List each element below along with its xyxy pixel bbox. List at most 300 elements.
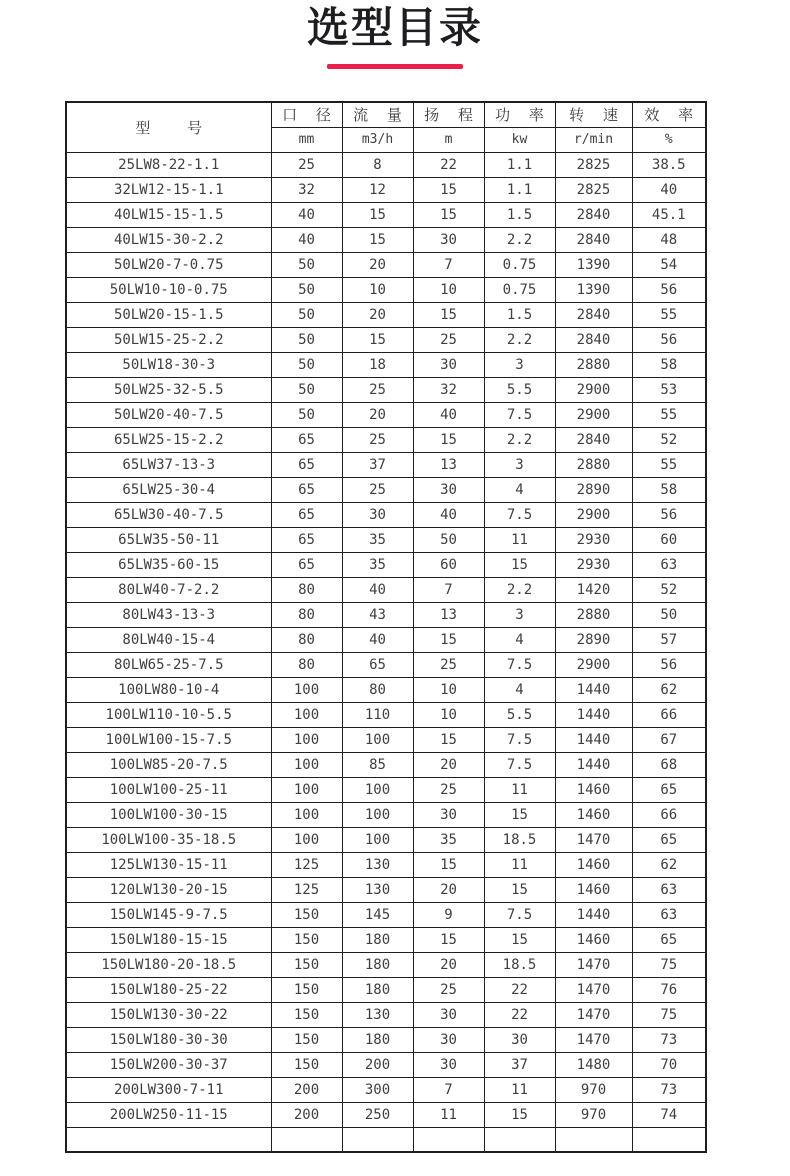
value-cell: 2890 [555, 477, 632, 502]
table-row [66, 202, 706, 227]
value-cell: 85 [342, 752, 413, 777]
value-cell: 100 [271, 702, 342, 727]
value-cell: 20 [342, 252, 413, 277]
value-cell: 63 [632, 552, 706, 577]
value-cell: 37 [484, 1052, 555, 1077]
value-cell: 35 [413, 827, 484, 852]
value-cell: 200 [342, 1052, 413, 1077]
value-cell: 3 [484, 352, 555, 377]
empty-cell [342, 1127, 413, 1152]
value-cell: 35 [342, 527, 413, 552]
value-cell: 50 [271, 302, 342, 327]
empty-cell [632, 1127, 706, 1152]
column-header-head: 扬 程 [413, 102, 484, 127]
table-row [66, 1052, 706, 1077]
value-cell: 80 [271, 577, 342, 602]
value-cell: 11 [484, 852, 555, 877]
table-body [66, 152, 706, 1152]
value-cell: 2880 [555, 352, 632, 377]
value-cell: 150 [271, 977, 342, 1002]
value-cell: 3 [484, 452, 555, 477]
model-cell: 100LW100-30-15 [66, 802, 271, 827]
table-row [66, 227, 706, 252]
table-row [66, 652, 706, 677]
value-cell: 63 [632, 902, 706, 927]
value-cell: 20 [342, 302, 413, 327]
value-cell: 7.5 [484, 502, 555, 527]
value-cell: 11 [484, 1077, 555, 1102]
value-cell: 13 [413, 602, 484, 627]
table-row [66, 252, 706, 277]
model-cell: 65LW35-60-15 [66, 552, 271, 577]
value-cell: 50 [413, 527, 484, 552]
value-cell: 40 [271, 227, 342, 252]
model-cell: 25LW8-22-1.1 [66, 152, 271, 177]
value-cell: 12 [342, 177, 413, 202]
value-cell: 11 [484, 527, 555, 552]
value-cell: 7.5 [484, 652, 555, 677]
value-cell: 40 [413, 502, 484, 527]
value-cell: 65 [632, 777, 706, 802]
model-cell: 150LW180-25-22 [66, 977, 271, 1002]
value-cell: 56 [632, 327, 706, 352]
value-cell: 1440 [555, 902, 632, 927]
value-cell: 7 [413, 577, 484, 602]
model-cell: 200LW250-11-15 [66, 1102, 271, 1127]
value-cell: 73 [632, 1077, 706, 1102]
model-cell: 125LW130-15-11 [66, 852, 271, 877]
value-cell: 22 [484, 1002, 555, 1027]
value-cell: 63 [632, 877, 706, 902]
value-cell: 32 [271, 177, 342, 202]
unit-efficiency: % [632, 127, 706, 152]
value-cell: 65 [632, 827, 706, 852]
value-cell: 1460 [555, 802, 632, 827]
value-cell: 50 [271, 327, 342, 352]
value-cell: 10 [413, 702, 484, 727]
value-cell: 100 [271, 777, 342, 802]
value-cell: 18.5 [484, 827, 555, 852]
value-cell: 100 [271, 727, 342, 752]
value-cell: 40 [271, 202, 342, 227]
value-cell: 1480 [555, 1052, 632, 1077]
value-cell: 65 [271, 502, 342, 527]
value-cell: 25 [413, 327, 484, 352]
value-cell: 300 [342, 1077, 413, 1102]
model-cell: 100LW80-10-4 [66, 677, 271, 702]
model-cell: 150LW180-15-15 [66, 927, 271, 952]
value-cell: 2900 [555, 377, 632, 402]
table-row [66, 402, 706, 427]
value-cell: 1470 [555, 1002, 632, 1027]
model-cell: 65LW37-13-3 [66, 452, 271, 477]
table-row [66, 1002, 706, 1027]
table-row [66, 952, 706, 977]
empty-cell [484, 1127, 555, 1152]
value-cell: 18 [342, 352, 413, 377]
value-cell: 200 [271, 1102, 342, 1127]
table-row [66, 1102, 706, 1127]
value-cell: 40 [342, 627, 413, 652]
value-cell: 100 [271, 802, 342, 827]
value-cell: 80 [271, 602, 342, 627]
model-cell: 65LW30-40-7.5 [66, 502, 271, 527]
page-title: 选型目录 [306, 3, 483, 52]
value-cell: 25 [342, 377, 413, 402]
value-cell: 180 [342, 1027, 413, 1052]
value-cell: 15 [413, 202, 484, 227]
value-cell: 15 [413, 427, 484, 452]
model-cell: 50LW25-32-5.5 [66, 377, 271, 402]
value-cell: 52 [632, 577, 706, 602]
value-cell: 67 [632, 727, 706, 752]
value-cell: 70 [632, 1052, 706, 1077]
value-cell: 1440 [555, 677, 632, 702]
column-header-power: 功 率 [484, 102, 555, 127]
value-cell: 11 [484, 777, 555, 802]
unit-flow: m3/h [342, 127, 413, 152]
model-cell: 100LW110-10-5.5 [66, 702, 271, 727]
value-cell: 30 [413, 477, 484, 502]
value-cell: 1460 [555, 927, 632, 952]
empty-cell [271, 1127, 342, 1152]
value-cell: 4 [484, 627, 555, 652]
value-cell: 2.2 [484, 327, 555, 352]
table-row [66, 302, 706, 327]
value-cell: 58 [632, 352, 706, 377]
value-cell: 250 [342, 1102, 413, 1127]
value-cell: 30 [413, 1002, 484, 1027]
value-cell: 1470 [555, 952, 632, 977]
model-cell: 100LW100-15-7.5 [66, 727, 271, 752]
model-cell: 200LW300-7-11 [66, 1077, 271, 1102]
table-row [66, 552, 706, 577]
value-cell: 37 [342, 452, 413, 477]
value-cell: 100 [271, 677, 342, 702]
model-cell: 80LW43-13-3 [66, 602, 271, 627]
value-cell: 150 [271, 927, 342, 952]
value-cell: 15 [484, 927, 555, 952]
model-cell: 100LW100-35-18.5 [66, 827, 271, 852]
model-cell: 150LW200-30-37 [66, 1052, 271, 1077]
model-cell: 100LW85-20-7.5 [66, 752, 271, 777]
value-cell: 1460 [555, 777, 632, 802]
table-row [66, 1077, 706, 1102]
value-cell: 1390 [555, 252, 632, 277]
unit-head: m [413, 127, 484, 152]
value-cell: 40 [342, 577, 413, 602]
value-cell: 66 [632, 702, 706, 727]
table-row [66, 527, 706, 552]
table-row [66, 602, 706, 627]
value-cell: 62 [632, 677, 706, 702]
value-cell: 58 [632, 477, 706, 502]
value-cell: 10 [342, 277, 413, 302]
value-cell: 100 [342, 727, 413, 752]
value-cell: 1.1 [484, 152, 555, 177]
value-cell: 7.5 [484, 727, 555, 752]
value-cell: 56 [632, 502, 706, 527]
value-cell: 1460 [555, 877, 632, 902]
unit-power: kw [484, 127, 555, 152]
column-header-diameter: 口 径 [271, 102, 342, 127]
value-cell: 100 [271, 752, 342, 777]
value-cell: 22 [413, 152, 484, 177]
value-cell: 18.5 [484, 952, 555, 977]
value-cell: 1.5 [484, 302, 555, 327]
value-cell: 15 [484, 802, 555, 827]
table-row [66, 977, 706, 1002]
value-cell: 150 [271, 1002, 342, 1027]
pump-selection-table [65, 101, 707, 1153]
table-row [66, 277, 706, 302]
value-cell: 2930 [555, 552, 632, 577]
table-row [66, 502, 706, 527]
value-cell: 2840 [555, 327, 632, 352]
model-cell: 50LW20-40-7.5 [66, 402, 271, 427]
value-cell: 150 [271, 1027, 342, 1052]
value-cell: 30 [413, 1052, 484, 1077]
value-cell: 180 [342, 977, 413, 1002]
model-cell: 50LW15-25-2.2 [66, 327, 271, 352]
value-cell: 125 [271, 877, 342, 902]
value-cell: 65 [342, 652, 413, 677]
value-cell: 8 [342, 152, 413, 177]
value-cell: 30 [413, 227, 484, 252]
model-cell: 150LW180-30-30 [66, 1027, 271, 1052]
table-row [66, 577, 706, 602]
value-cell: 76 [632, 977, 706, 1002]
empty-cell [66, 1127, 271, 1152]
value-cell: 80 [271, 627, 342, 652]
value-cell: 60 [632, 527, 706, 552]
value-cell: 11 [413, 1102, 484, 1127]
value-cell: 65 [271, 527, 342, 552]
table-row [66, 752, 706, 777]
value-cell: 25 [342, 427, 413, 452]
value-cell: 20 [342, 402, 413, 427]
value-cell: 2900 [555, 652, 632, 677]
value-cell: 1470 [555, 1027, 632, 1052]
value-cell: 55 [632, 452, 706, 477]
model-cell: 80LW40-15-4 [66, 627, 271, 652]
value-cell: 55 [632, 402, 706, 427]
model-cell: 150LW145-9-7.5 [66, 902, 271, 927]
model-cell: 50LW20-15-1.5 [66, 302, 271, 327]
value-cell: 180 [342, 927, 413, 952]
model-cell: 65LW25-15-2.2 [66, 427, 271, 452]
value-cell: 1420 [555, 577, 632, 602]
value-cell: 15 [413, 302, 484, 327]
table-row [66, 727, 706, 752]
table-row [66, 427, 706, 452]
table-row [66, 827, 706, 852]
table-row [66, 902, 706, 927]
model-cell: 65LW35-50-11 [66, 527, 271, 552]
table-row [66, 1027, 706, 1052]
column-header-flow: 流 量 [342, 102, 413, 127]
value-cell: 35 [342, 552, 413, 577]
value-cell: 100 [342, 802, 413, 827]
table-row-partial [66, 1127, 706, 1152]
table-row [66, 377, 706, 402]
model-cell: 50LW18-30-3 [66, 352, 271, 377]
value-cell: 150 [271, 1052, 342, 1077]
table-row [66, 702, 706, 727]
value-cell: 1470 [555, 977, 632, 1002]
value-cell: 32 [413, 377, 484, 402]
value-cell: 4 [484, 677, 555, 702]
value-cell: 25 [413, 652, 484, 677]
value-cell: 15 [484, 1102, 555, 1127]
table-row [66, 777, 706, 802]
value-cell: 20 [413, 952, 484, 977]
model-cell: 50LW20-7-0.75 [66, 252, 271, 277]
model-cell: 80LW40-7-2.2 [66, 577, 271, 602]
value-cell: 1390 [555, 277, 632, 302]
value-cell: 30 [413, 352, 484, 377]
model-cell: 50LW10-10-0.75 [66, 277, 271, 302]
value-cell: 30 [413, 802, 484, 827]
value-cell: 4 [484, 477, 555, 502]
value-cell: 9 [413, 902, 484, 927]
value-cell: 2.2 [484, 227, 555, 252]
empty-cell [413, 1127, 484, 1152]
table-header [66, 102, 706, 152]
column-header-efficiency: 效 率 [632, 102, 706, 127]
unit-diameter: mm [271, 127, 342, 152]
value-cell: 15 [484, 552, 555, 577]
value-cell: 50 [271, 252, 342, 277]
value-cell: 100 [342, 777, 413, 802]
model-cell: 80LW65-25-7.5 [66, 652, 271, 677]
value-cell: 1440 [555, 752, 632, 777]
value-cell: 2900 [555, 402, 632, 427]
value-cell: 2840 [555, 202, 632, 227]
value-cell: 65 [271, 477, 342, 502]
value-cell: 45.1 [632, 202, 706, 227]
value-cell: 60 [413, 552, 484, 577]
value-cell: 15 [413, 177, 484, 202]
value-cell: 200 [271, 1077, 342, 1102]
value-cell: 2825 [555, 177, 632, 202]
value-cell: 125 [271, 852, 342, 877]
value-cell: 56 [632, 652, 706, 677]
value-cell: 25 [413, 977, 484, 1002]
value-cell: 66 [632, 802, 706, 827]
column-header-model: 型 号 [66, 102, 271, 152]
value-cell: 15 [484, 877, 555, 902]
value-cell: 80 [271, 652, 342, 677]
table-row [66, 452, 706, 477]
value-cell: 54 [632, 252, 706, 277]
value-cell: 15 [342, 202, 413, 227]
model-cell: 32LW12-15-1.1 [66, 177, 271, 202]
value-cell: 2880 [555, 452, 632, 477]
value-cell: 50 [271, 277, 342, 302]
value-cell: 65 [632, 927, 706, 952]
value-cell: 100 [271, 827, 342, 852]
column-header-speed: 转 速 [555, 102, 632, 127]
table-row [66, 327, 706, 352]
value-cell: 7.5 [484, 402, 555, 427]
value-cell: 65 [271, 427, 342, 452]
value-cell: 68 [632, 752, 706, 777]
value-cell: 48 [632, 227, 706, 252]
value-cell: 2900 [555, 502, 632, 527]
table-row [66, 802, 706, 827]
table-row [66, 677, 706, 702]
value-cell: 100 [342, 827, 413, 852]
table-row [66, 852, 706, 877]
value-cell: 130 [342, 1002, 413, 1027]
model-cell: 100LW100-25-11 [66, 777, 271, 802]
value-cell: 73 [632, 1027, 706, 1052]
table-row [66, 177, 706, 202]
value-cell: 150 [271, 902, 342, 927]
empty-cell [555, 1127, 632, 1152]
value-cell: 25 [342, 477, 413, 502]
value-cell: 25 [413, 777, 484, 802]
value-cell: 180 [342, 952, 413, 977]
value-cell: 15 [413, 852, 484, 877]
value-cell: 1470 [555, 827, 632, 852]
value-cell: 2825 [555, 152, 632, 177]
value-cell: 75 [632, 952, 706, 977]
value-cell: 2840 [555, 227, 632, 252]
value-cell: 75 [632, 1002, 706, 1027]
value-cell: 25 [271, 152, 342, 177]
value-cell: 52 [632, 427, 706, 452]
value-cell: 130 [342, 852, 413, 877]
value-cell: 53 [632, 377, 706, 402]
value-cell: 30 [342, 502, 413, 527]
value-cell: 62 [632, 852, 706, 877]
table-row [66, 627, 706, 652]
value-cell: 5.5 [484, 377, 555, 402]
value-cell: 2840 [555, 302, 632, 327]
value-cell: 10 [413, 677, 484, 702]
value-cell: 40 [632, 177, 706, 202]
value-cell: 970 [555, 1102, 632, 1127]
value-cell: 50 [271, 377, 342, 402]
value-cell: 130 [342, 877, 413, 902]
value-cell: 43 [342, 602, 413, 627]
value-cell: 15 [342, 227, 413, 252]
value-cell: 15 [342, 327, 413, 352]
value-cell: 50 [271, 402, 342, 427]
value-cell: 65 [271, 552, 342, 577]
value-cell: 7 [413, 252, 484, 277]
value-cell: 150 [271, 952, 342, 977]
value-cell: 5.5 [484, 702, 555, 727]
value-cell: 110 [342, 702, 413, 727]
table-row [66, 927, 706, 952]
model-cell: 40LW15-15-1.5 [66, 202, 271, 227]
value-cell: 50 [632, 602, 706, 627]
value-cell: 50 [271, 352, 342, 377]
value-cell: 40 [413, 402, 484, 427]
value-cell: 15 [413, 927, 484, 952]
value-cell: 0.75 [484, 252, 555, 277]
model-cell: 40LW15-30-2.2 [66, 227, 271, 252]
value-cell: 15 [413, 727, 484, 752]
value-cell: 55 [632, 302, 706, 327]
value-cell: 1460 [555, 852, 632, 877]
value-cell: 7.5 [484, 752, 555, 777]
value-cell: 80 [342, 677, 413, 702]
model-cell: 120LW130-20-15 [66, 877, 271, 902]
